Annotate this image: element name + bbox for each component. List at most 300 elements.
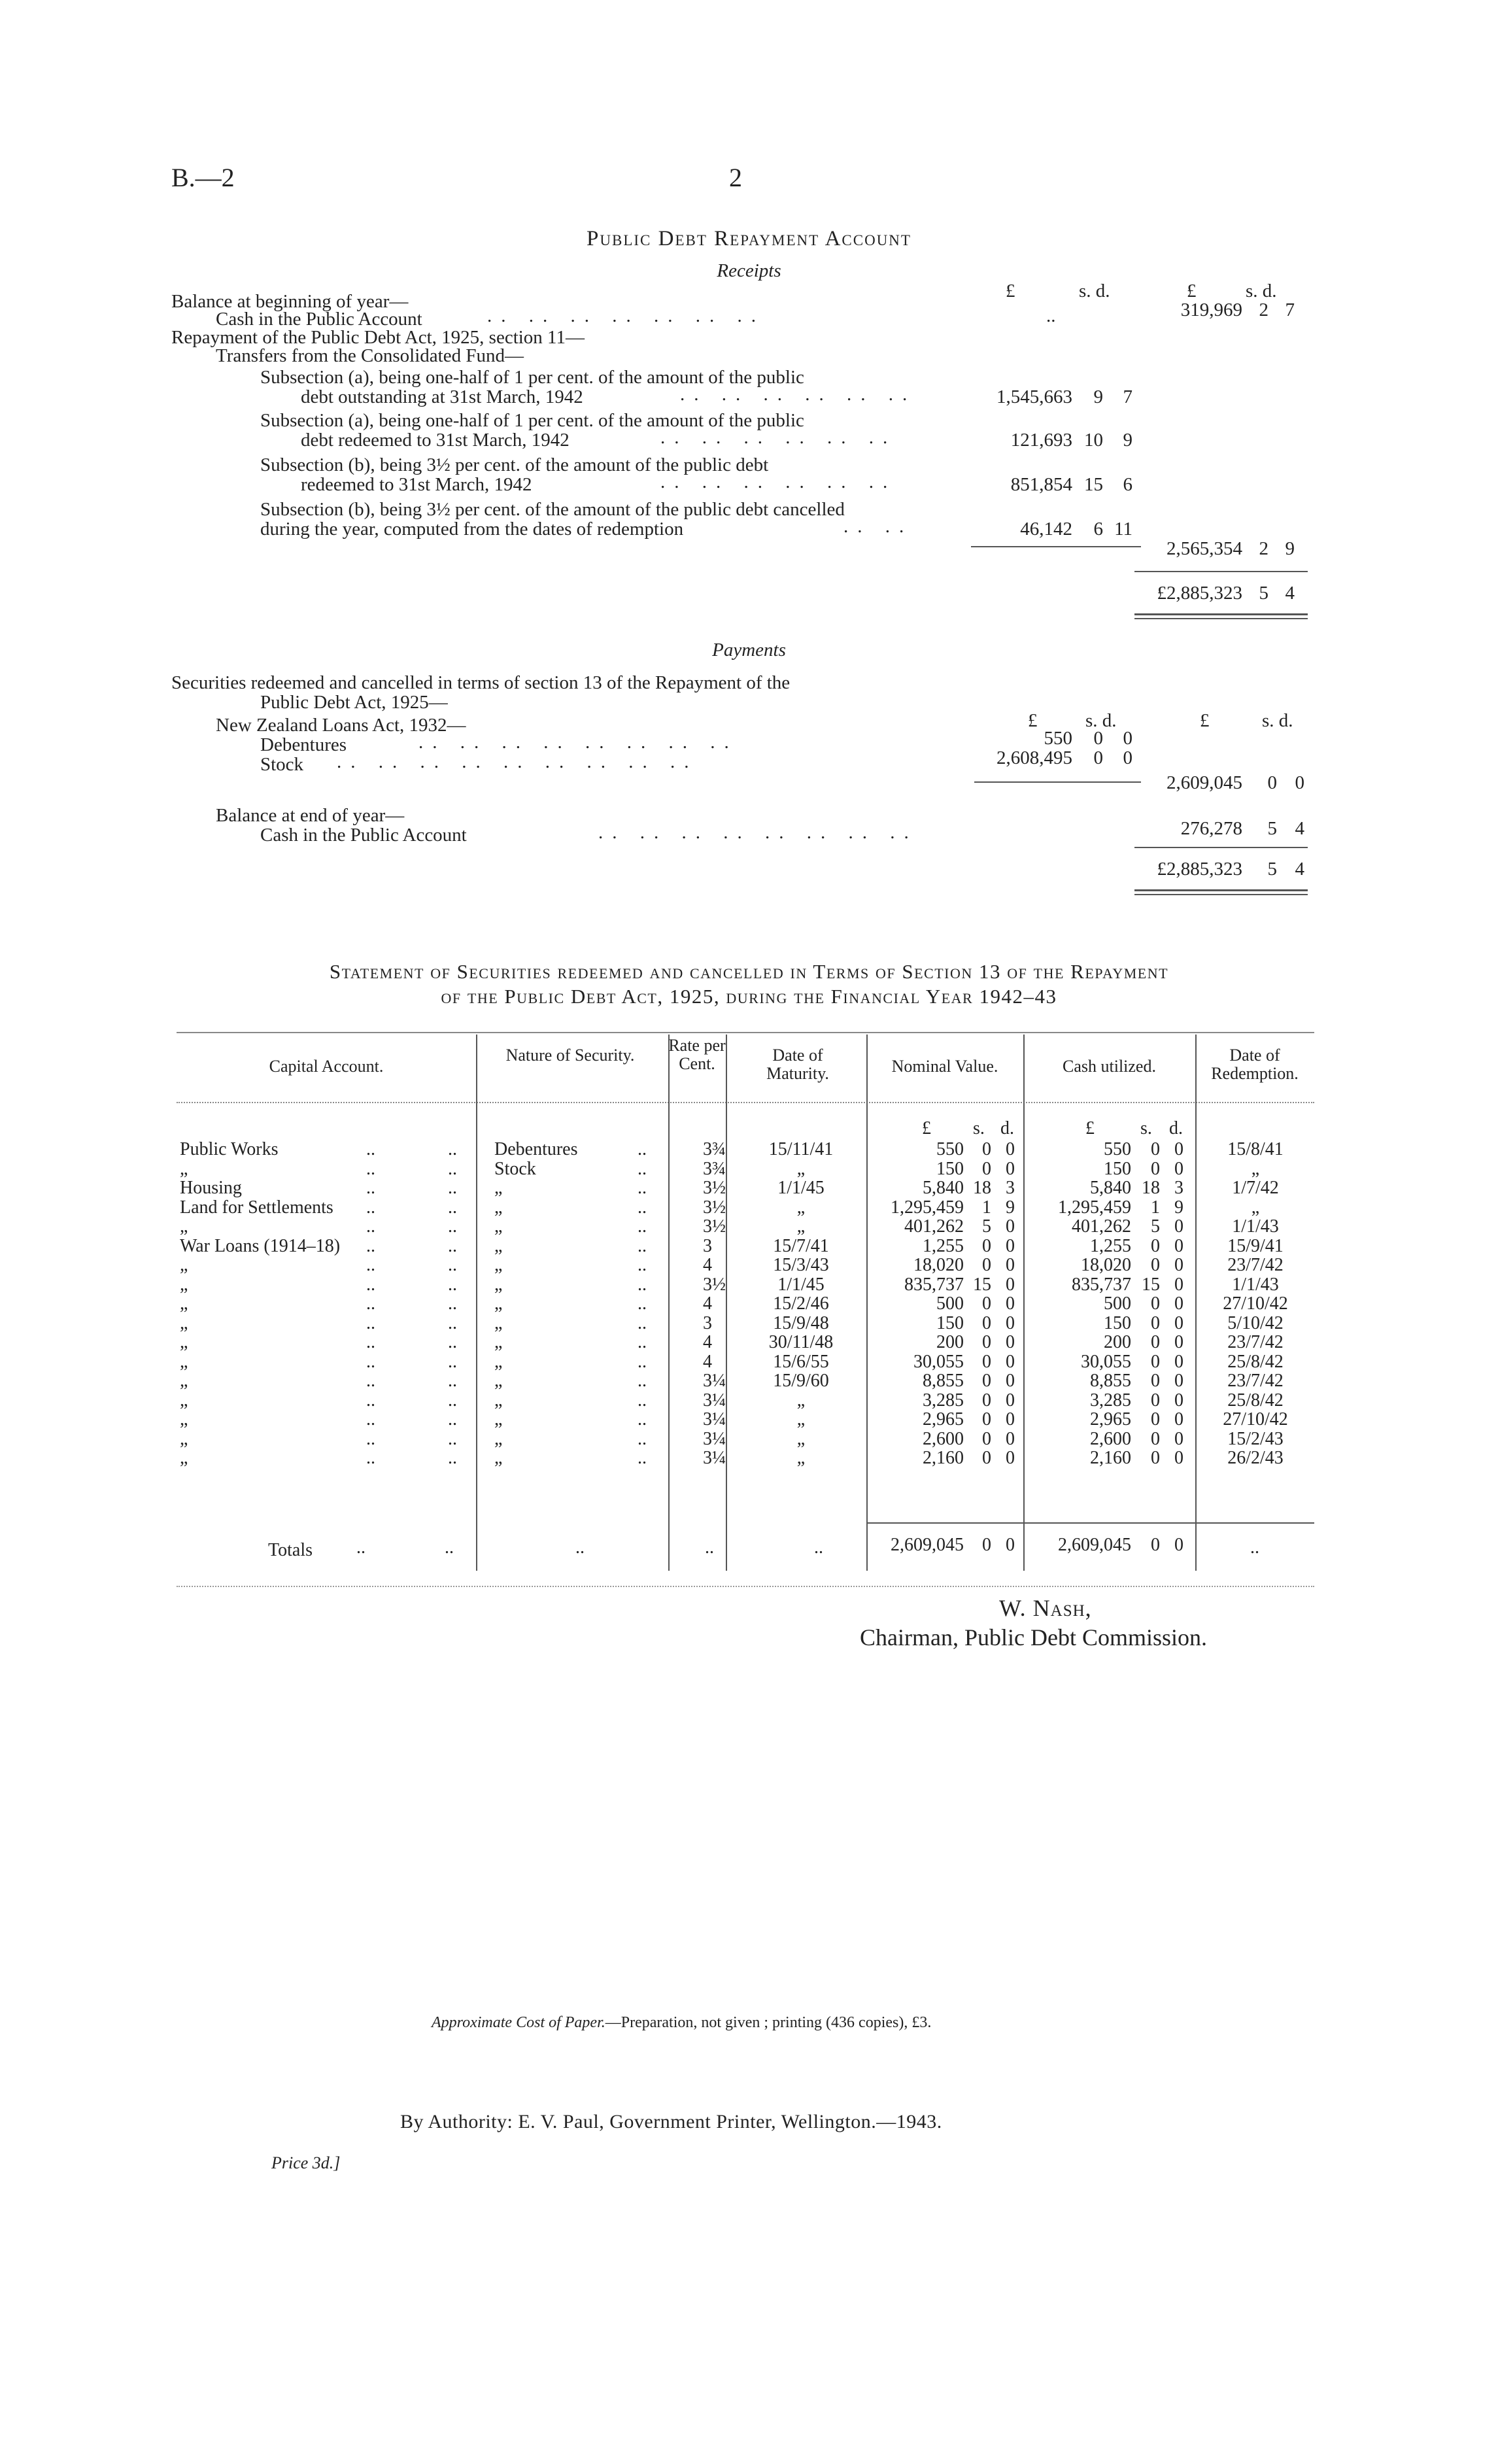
row-cash-pounds: 835,737 [1072,1275,1131,1295]
receipt-item-s: 15 [1084,474,1103,495]
statement-title-line1: Statement of Securities redeemed and cancelled in Terms of Section 13 of the Repayment [329,960,1169,983]
repay-act-label: Repayment of the Public Debt Act, 1925, section 11— [171,327,585,348]
leader-dots: .. [638,1332,647,1352]
receipts-cash-s: 2 [1259,299,1268,320]
row-nominal-d: 0 [1006,1352,1015,1372]
row-nominal-pounds: 835,737 [904,1275,964,1295]
col-pound-3: £ [1028,710,1038,731]
row-date-of-redemption: 23/7/42 [1227,1332,1284,1352]
row-capital-account: „ [180,1216,188,1237]
debentures-label: Debentures [260,734,347,755]
row-maturity: 15/3/43 [773,1255,829,1275]
row-cash-s: 0 [1151,1448,1160,1468]
receipts-cash-pounds: 319,969 [1180,299,1242,320]
receipt-item-pounds: 1,545,663 [996,386,1072,407]
row-cash-s: 0 [1151,1293,1160,1314]
nv-d-head: d. [1000,1118,1014,1138]
totals-nv-d: 0 [1006,1535,1015,1555]
receipts-subtotal-pounds: 2,565,354 [1166,538,1242,559]
receipt-item-line1: Subsection (b), being 3½ per cent. of the amount of the public debt [260,454,769,475]
leader-dots: .. [638,1216,647,1237]
printer-authority: By Authority: E. V. Paul, Government Printer, Wellington.—1943. [400,2111,942,2132]
row-maturity: 15/6/55 [773,1352,829,1372]
receipts-total-pounds: £2,885,323 [1157,583,1242,604]
column-divider [1195,1035,1197,1571]
row-capital-account: „ [180,1409,188,1429]
row-nature-of-security: „ [494,1409,503,1429]
row-nominal-pounds: 3,285 [923,1390,964,1411]
receipt-item-line2: debt redeemed to 31st March, 1942 [301,430,570,451]
row-maturity: 15/9/48 [773,1313,829,1333]
leader-dots: .. [366,1313,375,1333]
document-code: B.—2 [171,163,235,192]
receipt-item-s: 6 [1093,519,1103,539]
totals-label: Totals [268,1540,313,1560]
row-maturity: „ [796,1409,806,1429]
leader-dots: .. [366,1409,375,1429]
row-cash-d: 0 [1174,1236,1183,1256]
payments-total-d: 4 [1295,859,1304,880]
row-cash-pounds: 8,855 [1090,1371,1131,1391]
row-capital-account: „ [180,1293,188,1314]
page-number: 2 [729,163,742,192]
row-rate: 3¼ [703,1448,726,1468]
receipt-item-line2: redeemed to 31st March, 1942 [301,474,532,495]
receipts-cash-d: 7 [1285,299,1295,320]
row-cash-s: 5 [1151,1216,1160,1237]
payments-cash-d: 4 [1295,818,1304,839]
totals-cu-pounds: 2,609,045 [1058,1535,1131,1555]
row-nature-of-security: „ [494,1197,503,1218]
row-date-of-redemption: 15/2/43 [1227,1429,1284,1449]
price: Price 3d.] [271,2153,341,2172]
stock-pounds: 2,608,495 [996,747,1072,768]
row-maturity: „ [796,1448,806,1468]
row-nominal-s: 0 [982,1332,991,1352]
row-capital-account: „ [180,1429,188,1449]
payments-cash-s: 5 [1267,818,1277,839]
payments-subtotal-d: 0 [1295,772,1304,793]
signatory-name: W. Nash, [999,1595,1092,1621]
header-nominal-value: Nominal Value. [891,1057,998,1076]
leader-dots: .. [366,1255,375,1275]
row-nominal-d: 0 [1006,1255,1015,1275]
receipt-item-s: 10 [1084,430,1103,451]
leader-dots: .. [638,1159,647,1179]
leader-dots: .. [366,1236,375,1256]
receipt-item-s: 9 [1093,386,1103,407]
leader-dots: .. [356,1537,366,1558]
header-maturity: Date of Maturity. [766,1046,829,1083]
leader-dots: .. [366,1332,375,1352]
row-nominal-s: 0 [982,1429,991,1449]
col-pound-4: £ [1200,710,1210,731]
row-date-of-redemption: 25/8/42 [1227,1390,1284,1411]
leader-dots: .. [638,1178,647,1198]
row-nominal-d: 0 [1006,1139,1015,1159]
leader-dots: .. [638,1390,647,1411]
row-nature-of-security: „ [494,1390,503,1411]
row-rate: 4 [703,1332,712,1352]
leader-dots: .. [1046,305,1056,326]
column-divider [1023,1035,1025,1571]
row-maturity: 1/1/45 [777,1178,825,1198]
row-nominal-d: 0 [1006,1409,1015,1429]
row-nominal-pounds: 550 [936,1139,964,1159]
leader-dots: .. [448,1275,457,1295]
cost-of-paper [432,2014,931,2032]
row-nominal-s: 0 [982,1313,991,1333]
row-nominal-d: 0 [1006,1159,1015,1179]
receipt-item-line2: during the year, computed from the dates of redemption [260,519,684,539]
securities-label-line1: Securities redeemed and cancelled in terms of section 13 of the Repayment of the [171,672,791,693]
leader-dots: .. [366,1178,375,1198]
row-nature-of-security: „ [494,1448,503,1468]
statement-title-line2: of the Public Debt Act, 1925, during the Financial Year 1942–43 [441,985,1057,1008]
row-rate: 3 [703,1313,712,1333]
leader-dots: .. [366,1197,375,1218]
row-nature-of-security: Debentures [494,1139,578,1159]
receipts-subtotal-s: 2 [1259,538,1268,559]
row-cash-d: 0 [1174,1409,1183,1429]
col-sd-2: s. d. [1246,281,1277,301]
row-rate: 3¾ [703,1159,726,1179]
leader-dots: .. [366,1275,375,1295]
row-maturity: „ [796,1429,806,1449]
row-rate: 4 [703,1352,712,1372]
row-rate: 3¼ [703,1371,726,1391]
row-date-of-redemption: 27/10/42 [1223,1293,1288,1314]
row-nominal-s: 0 [982,1293,991,1314]
stock-s: 0 [1093,747,1103,768]
row-cash-d: 0 [1174,1390,1183,1411]
payments-balance-label: Balance at end of year— [216,805,405,826]
row-cash-s: 0 [1151,1390,1160,1411]
row-maturity: 30/11/48 [768,1332,834,1352]
receipts-heading: Receipts [717,260,781,281]
row-date-of-redemption: 1/7/42 [1232,1178,1279,1198]
row-nature-of-security: „ [494,1313,503,1333]
row-capital-account: War Loans (1914–18) [180,1236,341,1256]
leader-dots: .. [448,1197,457,1218]
column-divider [476,1035,477,1571]
row-nominal-pounds: 8,855 [923,1371,964,1391]
row-capital-account: „ [180,1255,188,1275]
leader-dots: .. [448,1429,457,1449]
header-capital-account: Capital Account. [269,1057,384,1076]
leader-dots: .. [448,1390,457,1411]
receipt-item-d: 7 [1123,386,1132,407]
leader-dots: .. [448,1216,457,1237]
leader-dots: .. .. .. .. .. .. [660,471,897,492]
leader-dots: .. [638,1352,647,1372]
receipts-cash-label: Cash in the Public Account [216,309,422,330]
col-sd-3: s. d. [1085,710,1117,731]
row-nature-of-security: „ [494,1332,503,1352]
leader-dots: .. [638,1409,647,1429]
leader-dots: .. [448,1255,457,1275]
row-rate: 3¼ [703,1390,726,1411]
row-cash-d: 0 [1174,1139,1183,1159]
row-nature-of-security: „ [494,1216,503,1237]
row-nominal-d: 3 [1006,1178,1015,1198]
payments-total-pounds: £2,885,323 [1157,859,1242,880]
leader-dots: .. [366,1390,375,1411]
row-capital-account: „ [180,1390,188,1411]
receipt-item-d: 11 [1114,519,1132,539]
payments-cash-pounds: 276,278 [1180,818,1242,839]
signatory-title: Chairman, Public Debt Commission. [860,1624,1207,1651]
row-cash-pounds: 5,840 [1090,1178,1131,1198]
row-nature-of-security: „ [494,1275,503,1295]
row-rate: 3¼ [703,1409,726,1429]
row-rate: 3½ [703,1197,726,1218]
col-pound-1: £ [1006,281,1015,301]
row-cash-pounds: 150 [1104,1159,1131,1179]
row-nominal-s: 5 [982,1216,991,1237]
leader-dots: .. .. [843,516,913,537]
cu-d-head: d. [1169,1118,1183,1138]
row-cash-d: 0 [1174,1352,1183,1372]
leader-dots: .. [814,1537,823,1558]
row-cash-s: 0 [1151,1313,1160,1333]
leader-dots: .. [366,1159,375,1179]
leader-dots: .. [638,1371,647,1391]
row-cash-pounds: 30,055 [1081,1352,1131,1372]
row-cash-pounds: 2,160 [1090,1448,1131,1468]
row-cash-s: 0 [1151,1159,1160,1179]
debentures-pounds: 550 [1044,728,1072,749]
leader-dots: .. .. .. .. .. .. .. .. [418,732,738,753]
nv-pound-head: £ [922,1118,931,1138]
leader-dots: .. [448,1293,457,1314]
leader-dots: .. [448,1159,457,1179]
row-cash-d: 0 [1174,1159,1183,1179]
leader-dots: .. .. .. .. .. .. .. .. [598,822,918,843]
row-date-of-redemption: 26/2/43 [1227,1448,1284,1468]
receipt-item-line2: debt outstanding at 31st March, 1942 [301,386,583,407]
row-cash-pounds: 2,965 [1090,1409,1131,1429]
row-capital-account: „ [180,1313,188,1333]
cost-label: Approximate Cost of Paper. [432,2014,605,2031]
leader-dots: .. [705,1537,714,1558]
stock-d: 0 [1123,747,1132,768]
row-cash-s: 0 [1151,1429,1160,1449]
row-nominal-pounds: 2,600 [923,1429,964,1449]
row-nominal-s: 18 [973,1178,991,1198]
row-date-of-redemption: 1/1/43 [1232,1216,1279,1237]
row-maturity: 15/2/46 [773,1293,829,1314]
row-nature-of-security: „ [494,1429,503,1449]
row-maturity: 1/1/45 [777,1275,825,1295]
leader-dots: .. [448,1236,457,1256]
col-sd-4: s. d. [1262,710,1293,731]
leader-dots: .. [366,1371,375,1391]
row-nominal-s: 0 [982,1159,991,1179]
receipt-item-pounds: 121,693 [1010,430,1072,451]
row-cash-d: 0 [1174,1313,1183,1333]
payments-cash-label: Cash in the Public Account [260,825,467,846]
leader-dots: .. [448,1352,457,1372]
leader-dots: .. [575,1537,585,1558]
leader-dots: .. [638,1236,647,1256]
header-date-of-redemption: Date of Redemption. [1211,1046,1299,1083]
row-cash-d: 0 [1174,1448,1183,1468]
row-date-of-redemption: 15/9/41 [1227,1236,1284,1256]
row-cash-pounds: 500 [1104,1293,1131,1314]
double-rule [1134,889,1308,891]
row-nominal-s: 0 [982,1409,991,1429]
leader-dots: .. [366,1352,375,1372]
row-nominal-d: 0 [1006,1390,1015,1411]
payments-total-s: 5 [1267,859,1277,880]
row-cash-pounds: 2,600 [1090,1429,1131,1449]
row-nature-of-security: „ [494,1255,503,1275]
receipts-total-s: 5 [1259,583,1268,604]
nz-loans-act-label: New Zealand Loans Act, 1932— [216,715,466,736]
row-capital-account: Land for Settlements [180,1197,333,1218]
row-nominal-s: 1 [982,1197,991,1218]
receipts-total-d: 4 [1285,583,1295,604]
totals-cu-d: 0 [1174,1535,1183,1555]
leader-dots: .. [448,1332,457,1352]
row-nominal-d: 0 [1006,1293,1015,1314]
row-nominal-s: 0 [982,1448,991,1468]
row-rate: 3¼ [703,1429,726,1449]
row-nominal-d: 0 [1006,1429,1015,1449]
row-cash-pounds: 1,295,459 [1058,1197,1131,1218]
row-nominal-d: 0 [1006,1313,1015,1333]
row-capital-account: „ [180,1448,188,1468]
row-cash-s: 0 [1151,1371,1160,1391]
row-cash-s: 0 [1151,1139,1160,1159]
cu-s-head: s. [1140,1118,1152,1138]
row-capital-account: „ [180,1159,188,1179]
row-nominal-pounds: 2,160 [923,1448,964,1468]
row-cash-pounds: 150 [1104,1313,1131,1333]
row-rate: 3½ [703,1216,726,1237]
payments-subtotal-pounds: 2,609,045 [1166,772,1242,793]
securities-label-line2: Public Debt Act, 1925— [260,692,448,713]
leader-dots: .. [366,1448,375,1468]
leader-dots: .. [638,1197,647,1218]
row-nominal-pounds: 30,055 [913,1352,964,1372]
debentures-s: 0 [1093,728,1103,749]
receipt-item-d: 9 [1123,430,1132,451]
row-cash-pounds: 401,262 [1072,1216,1131,1237]
row-nominal-d: 0 [1006,1371,1015,1391]
receipt-item-pounds: 46,142 [1020,519,1072,539]
debentures-d: 0 [1123,728,1132,749]
row-cash-pounds: 1,255 [1090,1236,1131,1256]
row-cash-pounds: 550 [1104,1139,1131,1159]
row-nominal-s: 0 [982,1390,991,1411]
row-nominal-pounds: 500 [936,1293,964,1314]
row-maturity: 15/9/60 [773,1371,829,1391]
leader-dots: .. [366,1139,375,1159]
row-maturity: „ [796,1390,806,1411]
row-maturity: „ [796,1216,806,1237]
receipt-item-line1: Subsection (a), being one-half of 1 per cent. of the amount of the public [260,410,804,431]
leader-dots: .. [366,1293,375,1314]
row-date-of-redemption: 23/7/42 [1227,1255,1284,1275]
payments-subtotal-s: 0 [1267,772,1277,793]
leader-dots: .. [366,1216,375,1237]
leader-dots: .. [448,1448,457,1468]
leader-dots: .. .. .. .. .. .. .. .. .. [337,751,698,772]
row-date-of-redemption: 5/10/42 [1227,1313,1284,1333]
row-nominal-d: 0 [1006,1448,1015,1468]
header-rate: Rate per Cent. [668,1036,726,1073]
row-cash-d: 0 [1174,1216,1183,1237]
row-rate: 3 [703,1236,712,1256]
leader-dots: .. [638,1139,647,1159]
row-nominal-d: 0 [1006,1275,1015,1295]
payments-heading: Payments [712,640,786,660]
row-date-of-redemption: 1/1/43 [1232,1275,1279,1295]
row-maturity: 15/11/41 [768,1139,834,1159]
stock-label: Stock [260,754,304,775]
row-cash-d: 9 [1174,1197,1183,1218]
leader-dots: .. [448,1313,457,1333]
nv-s-head: s. [973,1118,985,1138]
row-nominal-pounds: 401,262 [904,1216,964,1237]
leader-dots: .. [638,1448,647,1468]
row-capital-account: „ [180,1332,188,1352]
row-capital-account: „ [180,1371,188,1391]
row-nature-of-security: „ [494,1236,503,1256]
receipt-item-line1: Subsection (b), being 3½ per cent. of the amount of the public debt cancelled [260,499,845,520]
totals-cu-s: 0 [1151,1535,1160,1555]
row-nature-of-security: Stock [494,1159,536,1179]
leader-dots: .. [638,1313,647,1333]
row-nominal-pounds: 5,840 [923,1178,964,1198]
row-nature-of-security: „ [494,1371,503,1391]
row-nominal-d: 0 [1006,1216,1015,1237]
leader-dots: .. [448,1178,457,1198]
row-nominal-s: 0 [982,1139,991,1159]
col-pound-2: £ [1187,281,1197,301]
row-cash-pounds: 200 [1104,1332,1131,1352]
leader-dots: .. [638,1255,647,1275]
row-nominal-s: 15 [973,1275,991,1295]
column-divider [726,1035,727,1571]
row-date-of-redemption: „ [1251,1159,1260,1179]
table-top-rule [177,1032,1314,1033]
row-nominal-pounds: 200 [936,1332,964,1352]
double-rule [1134,618,1308,619]
totals-nv-pounds: 2,609,045 [891,1535,964,1555]
receipt-item-pounds: 851,854 [1010,474,1072,495]
transfers-label: Transfers from the Consolidated Fund— [216,345,524,366]
row-nature-of-security: „ [494,1178,503,1198]
row-capital-account: „ [180,1275,188,1295]
row-cash-s: 18 [1142,1178,1160,1198]
row-cash-d: 0 [1174,1371,1183,1391]
receipt-item-d: 6 [1123,474,1132,495]
row-nominal-d: 0 [1006,1236,1015,1256]
row-rate: 3½ [703,1275,726,1295]
row-nature-of-security: „ [494,1352,503,1372]
row-cash-pounds: 3,285 [1090,1390,1131,1411]
leader-dots: .. [448,1371,457,1391]
double-rule [1134,894,1308,895]
row-cash-s: 0 [1151,1409,1160,1429]
table-head-rule [177,1102,1314,1103]
row-rate: 4 [703,1293,712,1314]
leader-dots: .. .. .. .. .. .. .. [487,305,765,326]
table-bottom-rule [177,1586,1314,1587]
